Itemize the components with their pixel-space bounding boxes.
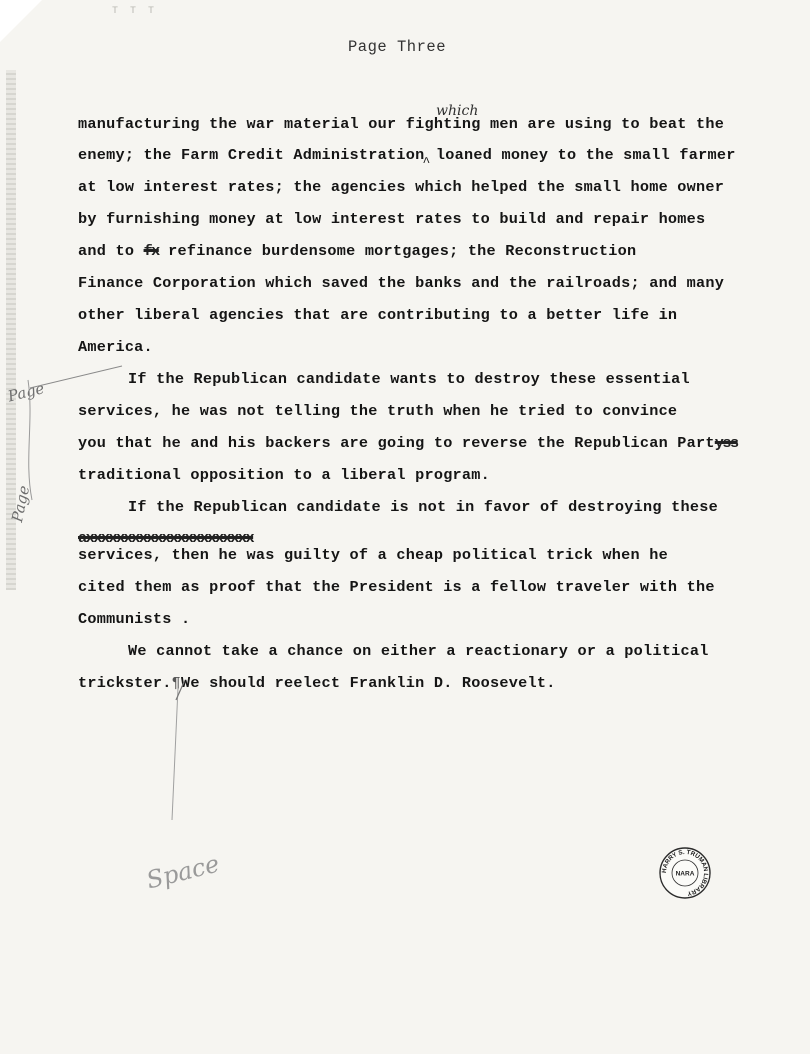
- pen-stroke: [172, 688, 178, 820]
- handwritten-insertion: which: [436, 103, 479, 119]
- text-line-17: We cannot take a chance on either a reactionary or a political: [128, 642, 709, 660]
- text-segment: and to: [78, 242, 135, 260]
- text-segment: refinance burdensome mortgages; the Reconstruction: [168, 242, 637, 260]
- text-line-15: cited them as proof that the President is a fellow traveler with the: [78, 578, 715, 596]
- margin-pen-line: [30, 366, 122, 388]
- margin-note-page: Page: [6, 379, 47, 406]
- text-line-9: If the Republican candidate wants to destroy these essential: [128, 370, 690, 388]
- text-line-4: by furnishing money at low interest rates to build and repair homes: [78, 210, 706, 228]
- text-line-14: services, then he was guilty of a cheap political trick when he: [78, 546, 668, 564]
- text-line-3: at low interest rates; the agencies which helped the small home owner: [78, 178, 725, 196]
- text-segment: enemy; the Farm Credit Administration: [78, 146, 425, 164]
- struck-text: axxxxxxxxxxxxxxxxxxxxxx: [78, 529, 254, 547]
- stamp-arc-text: HARRY S. TRUMAN LIBRARY: [660, 848, 710, 897]
- text-line-10: services, he was not telling the truth when he tried to convince: [78, 402, 678, 420]
- text-line-8: America.: [78, 338, 153, 356]
- margin-bracket: [28, 380, 32, 500]
- text-line-1: manufacturing the war material our fighting men are using to beat the: [78, 115, 725, 133]
- insertion-caret: ^: [422, 155, 431, 170]
- text-segment: trickster.: [78, 674, 172, 692]
- margin-note-page: Page: [8, 483, 34, 524]
- text-line-7: other liberal agencies that are contributing to a better life in: [78, 306, 678, 324]
- page-header: Page Three: [348, 38, 447, 56]
- text-line-6: Finance Corporation which saved the banks and the railroads; and many: [78, 274, 725, 292]
- text-segment: We should reelect Franklin D. Roosevelt.: [181, 674, 556, 692]
- text-line-13: If the Republican candidate is not in favor of destroying these: [128, 498, 718, 516]
- struck-typo: fx: [143, 242, 159, 260]
- text-segment: you that he and his backers are going to reverse the Republican Part: [78, 434, 715, 452]
- pen-stroke: [176, 682, 184, 700]
- archive-stamp: [658, 846, 712, 900]
- text-segment: loaned money to the small farmer: [435, 146, 736, 164]
- faint-top-mark: T T T: [112, 6, 158, 17]
- text-line-12: traditional opposition to a liberal program.: [78, 466, 491, 484]
- paragraph-mark: ¶: [171, 674, 182, 692]
- struck-typo: yss: [714, 434, 738, 452]
- text-line-16: Communists .: [78, 610, 191, 628]
- stamp-center-text: NARA: [675, 870, 695, 878]
- handwritten-space-note: Space: [143, 849, 223, 895]
